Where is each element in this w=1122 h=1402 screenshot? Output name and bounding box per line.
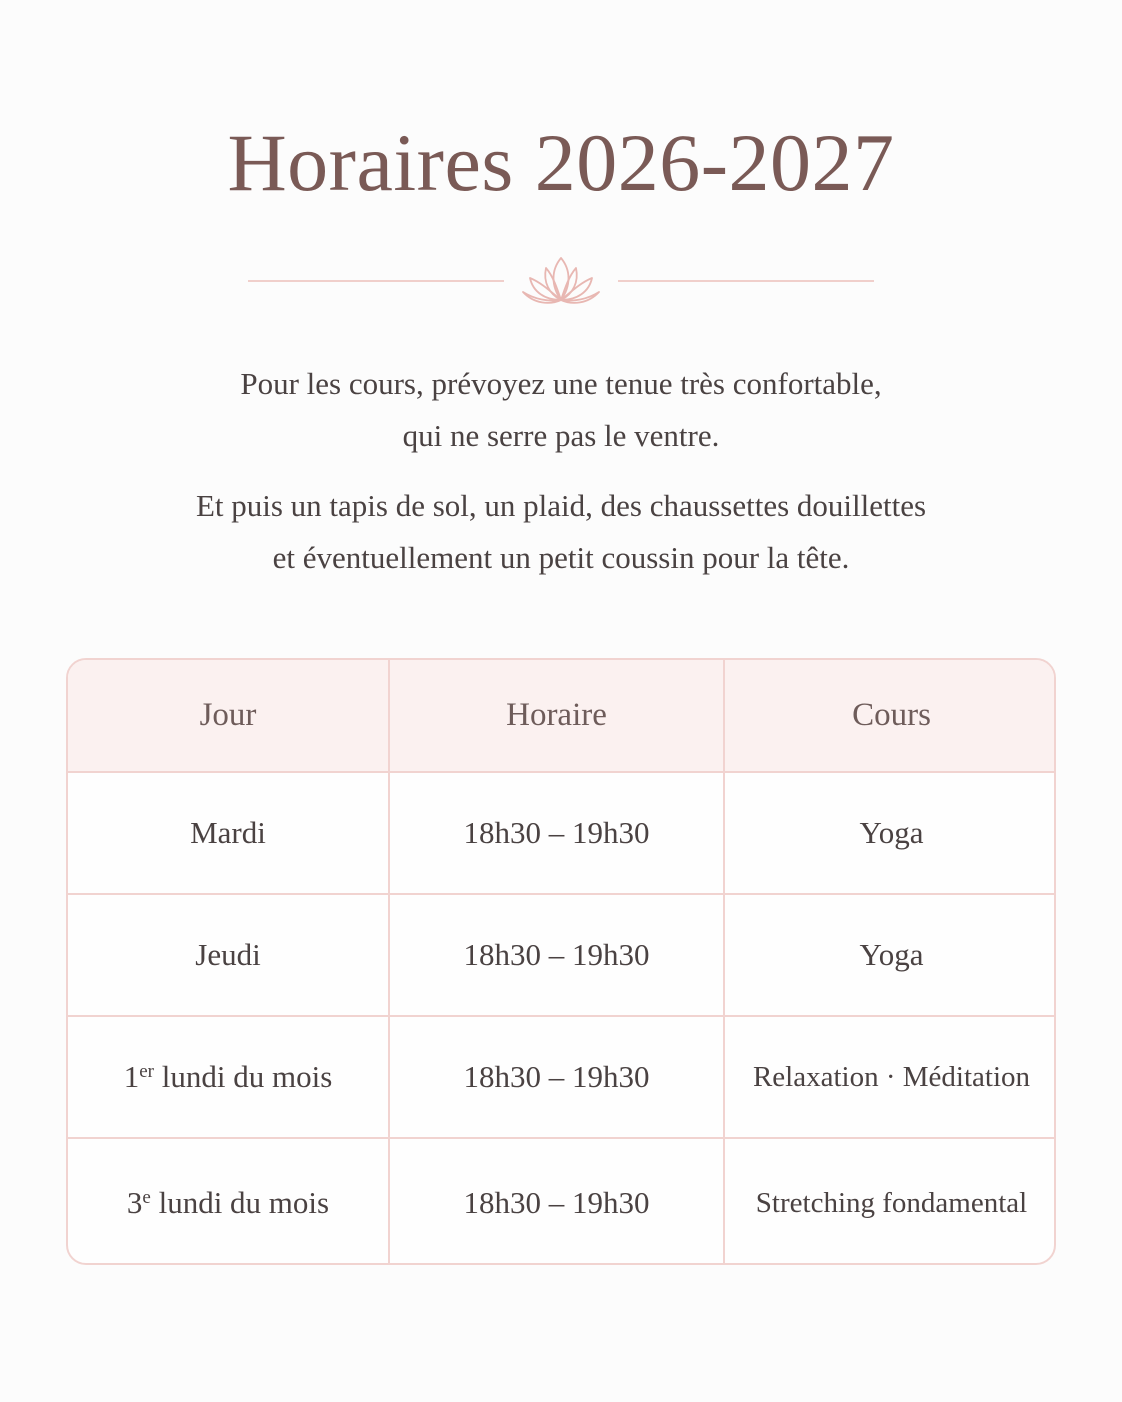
header-time: Horaire: [389, 660, 724, 772]
cell-course: Yoga: [724, 894, 1056, 1016]
ordinal-suffix: e: [142, 1187, 151, 1208]
divider-line-left: [248, 280, 504, 282]
cell-course: Yoga: [724, 772, 1056, 894]
page-title: Horaires 2026-2027: [227, 117, 895, 208]
cell-day: 3e lundi du mois: [68, 1138, 389, 1265]
table-row: [68, 772, 1056, 894]
header-course: Cours: [724, 660, 1056, 772]
intro-line: Et puis un tapis de sol, un plaid, des chaussettes douillettes: [195, 488, 927, 523]
schedule-table: [66, 658, 1056, 1265]
table-row: [68, 1138, 1056, 1265]
divider-line-right: [618, 280, 874, 282]
cell-time: 18h30 – 19h30: [389, 1138, 724, 1265]
intro-line: qui ne serre pas le ventre.: [402, 418, 720, 453]
lotus-icon: [520, 252, 602, 308]
title-divider: [248, 252, 874, 312]
table-header-row: [68, 660, 1056, 772]
intro-paragraph-equipment: [0, 480, 1122, 584]
cell-course: Stretching fondamental: [755, 1186, 1028, 1219]
table-row: [68, 1016, 1056, 1138]
intro-line: Pour les cours, prévoyez une tenue très confortable,: [240, 366, 882, 401]
cell-day: 1er lundi du mois: [68, 1016, 389, 1138]
intro-line: et éventuellement un petit coussin pour la tête.: [272, 540, 850, 575]
ordinal-suffix: er: [139, 1061, 154, 1082]
cell-time: 18h30 – 19h30: [389, 894, 724, 1016]
intro-paragraph-outfit: [0, 358, 1122, 462]
intro-text: [0, 358, 1122, 602]
header-day: Jour: [68, 660, 389, 772]
cell-course: Relaxation · Méditation: [724, 1016, 1056, 1138]
cell-day: Jeudi: [68, 894, 389, 1016]
table-row: [68, 894, 1056, 1016]
cell-day: Mardi: [68, 772, 389, 894]
cell-time: 18h30 – 19h30: [389, 1016, 724, 1138]
cell-time: 18h30 – 19h30: [389, 772, 724, 894]
